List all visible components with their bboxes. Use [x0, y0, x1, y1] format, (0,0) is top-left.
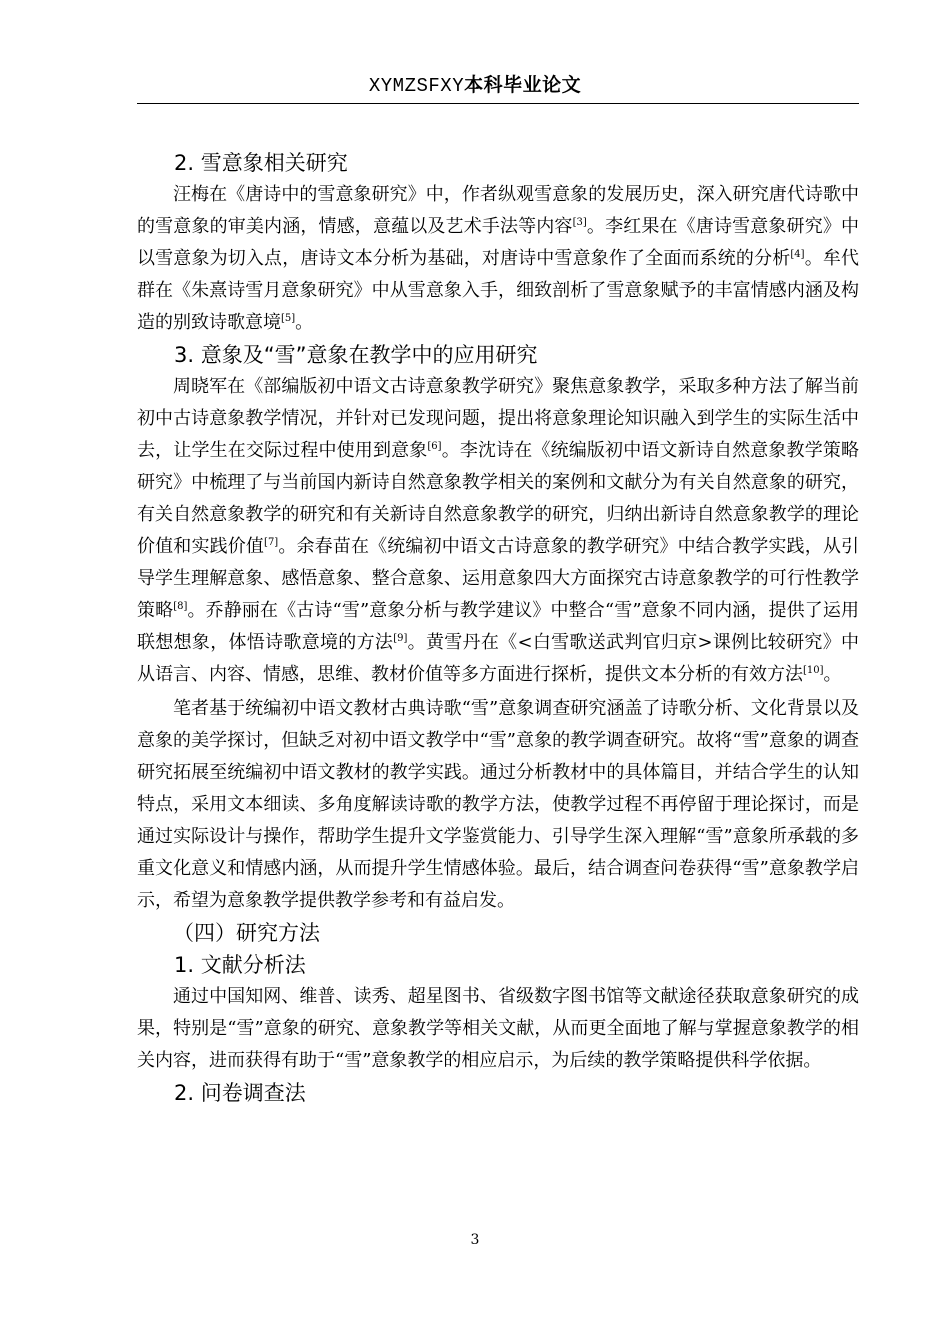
header-divider: [137, 103, 859, 104]
citation-10: [10]: [803, 665, 824, 676]
text-run: 。乔静丽在《古诗“雪”意象分析与教学建议》中整合“雪”意象不同内涵，提供了运用联想想象，体悟诗歌意境的方法: [137, 600, 859, 653]
text-run: 汪梅在《唐诗中的雪意象研究》中，作者纵观雪意象的发展历史，深入研究唐代诗歌中的雪意象的审美内涵，情感，意蕴以及艺术手法等内容: [137, 184, 859, 237]
text-run: 。牟代群在《朱熹诗雪月意象研究》中从雪意象入手，细致剖析了雪意象赋予的丰富情感内涵及构造的别致诗歌意境: [137, 248, 860, 333]
header-school-code: XYMZSFXY: [368, 75, 465, 97]
citation-8: [8]: [173, 601, 188, 612]
paragraph-author-approach: 笔者基于统编初中语文教材古典诗歌“雪”意象调查研究涵盖了诗歌分析、文化背景以及意象的美学探讨，但缺乏对初中语文教学中“雪”意象的教学调查研究。故将“雪”意象的调查研究拓展至统编初中语文教材的教学实践。通过分析教材中的具体篇目，并结合学生的认知特点，采用文本细读、多角度解读诗歌的教学方法，使教学过程不再停留于理论探讨，而是通过实际设计与操作，帮助学生提升文学鉴赏能力、引导学生深入理解“雪”意象所承载的多重文化意义和情感内涵，从而提升学生情感体验。最后，结合调查问卷获得“雪”意象教学启示，希望为意象教学提供教学参考和有益启发。: [137, 698, 859, 911]
header-thesis-label: 本科毕业论文: [464, 74, 582, 96]
citation-4: [4]: [790, 249, 805, 260]
text-run: 。黄雪丹在《<白雪歌送武判官归京>课例比较研究》中从语言、内容、情感，思维、教材价值等多方面进行探析，提供文本分析的有效方法: [137, 632, 859, 685]
section-heading-literature-analysis: 1. 文献分析法: [174, 953, 306, 977]
page-number: 3: [470, 1232, 480, 1248]
text-run: 。李红果在《唐诗雪意象研究》中以雪意象为切入点，唐诗文本分析为基础，对唐诗中雪意象作了全面而系统的分析: [137, 216, 860, 269]
page-body: [137, 147, 859, 1109]
section-heading-questionnaire: 2. 问卷调查法: [174, 1081, 306, 1105]
text-run: 。李沈诗在《统编版初中语文新诗自然意象教学策略研究》中梳理了与当前国内新诗自然意象教学相关的案例和文献分为有关自然意象的研究，有关自然意象教学的研究和有关新诗自然意象教学的研究，归纳出新诗自然意象教学的理论价值和实践价值: [137, 440, 859, 557]
section-heading-snow-imagery: 2. 雪意象相关研究: [174, 151, 348, 175]
text-run: 。: [823, 664, 842, 685]
citation-9: [9]: [393, 633, 408, 644]
page-header: [0, 70, 950, 97]
citation-3: [3]: [572, 217, 587, 228]
text-run: 。余春苗在《统编初中语文古诗意象的教学研究》中结合教学实践，从引导学生理解意象、感悟意象、整合意象、运用意象四大方面探究古诗意象教学的可行性教学策略: [137, 536, 859, 621]
text-run: 周晓军在《部编版初中语文古诗意象教学研究》聚焦意象教学，采取多种方法了解当前初中古诗意象教学情况，并针对已发现问题，提出将意象理论知识融入到学生的实际生活中去，让学生在交际过程中使用到意象: [137, 376, 859, 461]
paragraph-snow-imagery-research: [137, 179, 859, 339]
paragraph-literature-analysis: 通过中国知网、维普、读秀、超星图书、省级数字图书馆等文献途径获取意象研究的成果，特别是“雪”意象的研究、意象教学等相关文献，从而更全面地了解与掌握意象教学的相关内容，进而获得有助于“雪”意象教学的相应启示，为后续的教学策略提供科学依据。: [137, 986, 859, 1071]
citation-6: [6]: [427, 441, 442, 452]
section-heading-teaching-application: 3. 意象及“雪”意象在教学中的应用研究: [174, 343, 538, 367]
paragraph-teaching-research: [137, 371, 859, 691]
text-run: 。: [295, 312, 314, 333]
citation-7: [7]: [264, 537, 279, 548]
section-heading-research-methods: （四）研究方法: [173, 921, 320, 945]
citation-5: [5]: [281, 313, 296, 324]
